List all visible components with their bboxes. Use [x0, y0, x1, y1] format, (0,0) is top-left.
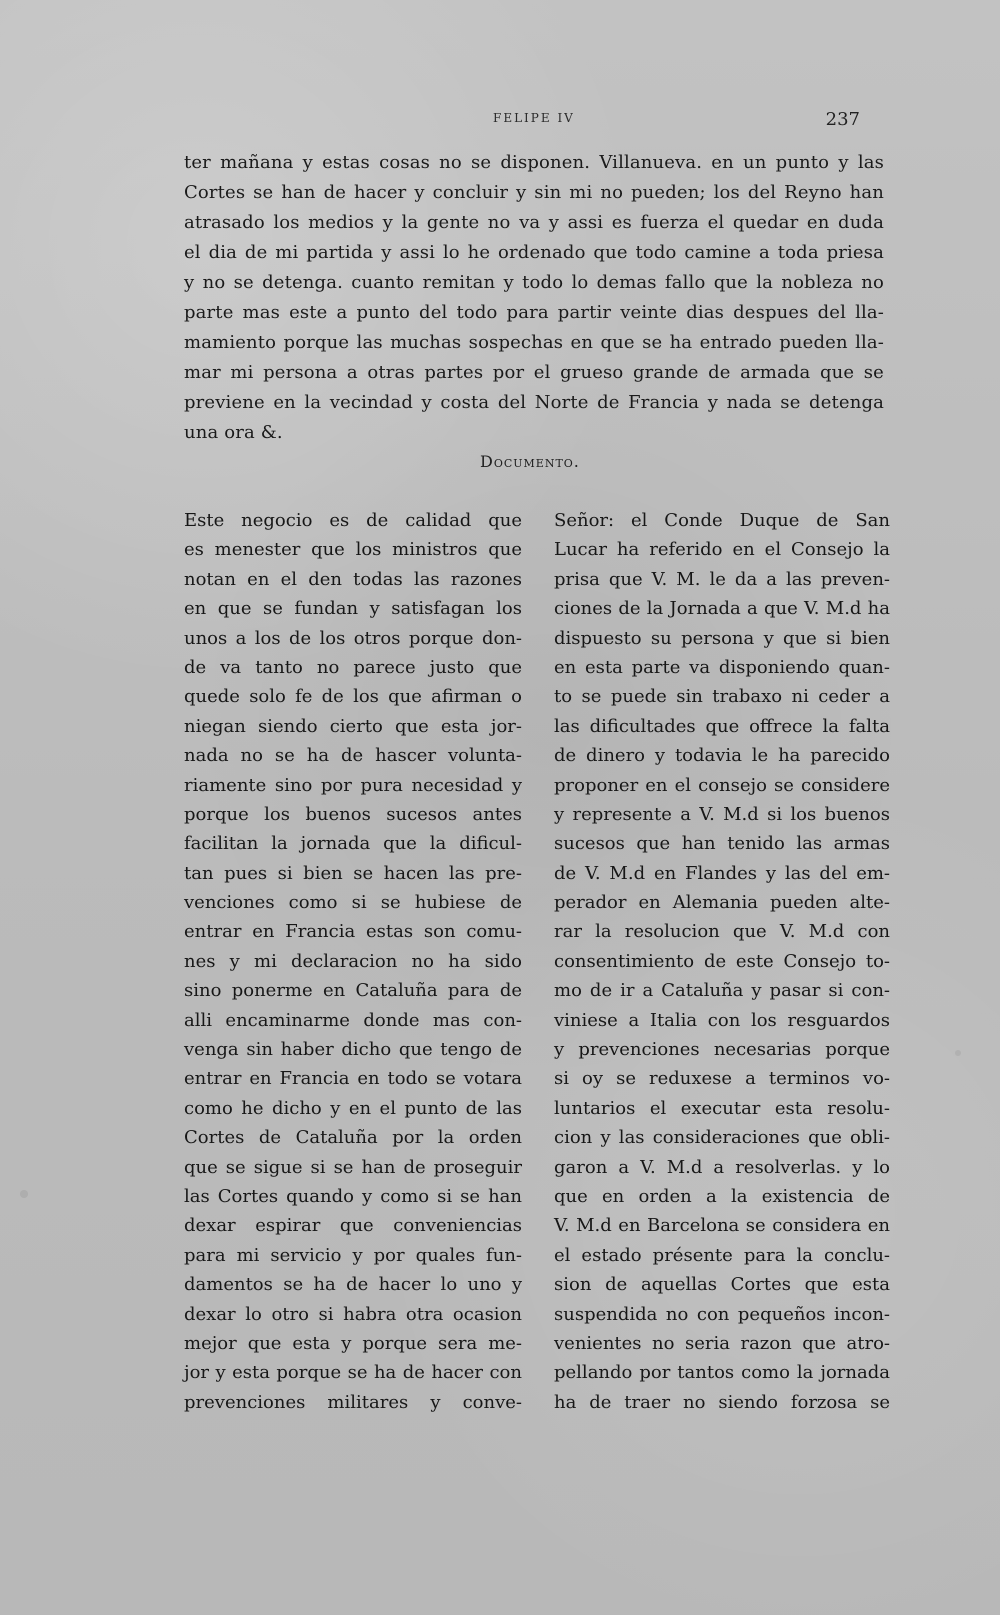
right-column-line: sucesos que han tenido las armas — [554, 833, 890, 855]
left-column-line: alli encaminarme donde mas con- — [184, 1009, 522, 1031]
left-column-line: para mi servicio y por quales fun- — [184, 1244, 522, 1266]
text-line: una ora &. — [184, 422, 283, 443]
left-column-line: dexar espirar que conveniencias — [184, 1215, 522, 1237]
left-column-line: que se sigue si se han de proseguir — [184, 1156, 522, 1178]
left-column-line: mejor que esta y porque sera me- — [184, 1332, 522, 1354]
left-column-line: Este negocio es de calidad que — [184, 510, 522, 531]
right-column-line: consentimiento de este Consejo to- — [554, 950, 890, 972]
left-column-line: de va tanto no parece justo que — [184, 656, 522, 678]
left-column-line: notan en el den todas las razones — [184, 568, 522, 590]
left-column-line: riamente sino por pura necesidad y — [184, 774, 522, 796]
left-column-line: en que se fundan y satisfagan los — [184, 598, 522, 620]
right-column-line: viniese a Italia con los resguardos — [554, 1009, 890, 1031]
right-column-line: sion de aquellas Cortes que esta — [554, 1274, 890, 1296]
right-column-line: pellando por tantos como la jornada — [554, 1362, 890, 1384]
right-column-line: suspendida no con pequeños incon- — [554, 1303, 890, 1325]
left-column-line: damentos se ha de hacer lo uno y — [184, 1274, 522, 1296]
page-header — [178, 111, 868, 141]
left-column-line: como he dicho y en el punto de las — [184, 1097, 522, 1119]
right-column-line: en esta parte va disponiendo quan- — [554, 656, 890, 678]
text-line: parte mas este a punto del todo para partir veinte dias despues del lla- — [184, 302, 884, 323]
text-line: previene en la vecindad y costa del Norte de Francia y nada se detenga — [184, 392, 884, 413]
left-column-line: nes y mi declaracion no ha sido — [184, 950, 522, 972]
text-line: atrasado los medios y la gente no va y assi es fuerza el quedar en duda — [184, 212, 884, 233]
right-column-line: Señor: el Conde Duque de San — [554, 510, 890, 531]
right-column-line: ciones de la Jornada a que V. M.d ha — [554, 598, 890, 620]
right-column-line: y prevenciones necesarias porque — [554, 1039, 890, 1061]
left-column-line: entrar en Francia estas son comu- — [184, 921, 522, 943]
left-column-line: nada no se ha de hascer volunta- — [184, 745, 522, 767]
right-column-line: dispuesto su persona y que si bien — [554, 627, 890, 649]
scan-mark — [955, 1050, 961, 1056]
right-column-line: Lucar ha referido en el Consejo la — [554, 539, 890, 561]
left-column-line: jor y esta porque se ha de hacer con — [184, 1362, 522, 1384]
document-title: Documento. — [480, 452, 580, 471]
left-column-line: prevenciones militares y conve- — [184, 1391, 522, 1413]
right-column-line: ha de traer no siendo forzosa se — [554, 1391, 890, 1413]
left-column-line: es menester que los ministros que — [184, 539, 522, 561]
right-column-line: cion y las consideraciones que obli- — [554, 1127, 890, 1149]
left-column-line: las Cortes quando y como si se han — [184, 1185, 522, 1207]
text-line: ter mañana y estas cosas no se disponen. Villanueva. en un punto y las — [184, 152, 884, 173]
right-column-line: proponer en el consejo se considere — [554, 774, 890, 796]
right-column-line: to se puede sin trabaxo ni ceder a — [554, 686, 890, 708]
left-column-line: entrar en Francia en todo se votara — [184, 1068, 522, 1090]
left-column-line: tan pues si bien se hacen las pre- — [184, 862, 522, 884]
right-column-line: de dinero y todavia le ha parecido — [554, 745, 890, 767]
right-column-line: de V. M.d en Flandes y las del em- — [554, 862, 890, 884]
right-column-line: luntarios el executar esta resolu- — [554, 1097, 890, 1119]
right-column-line: perador en Alemania pueden alte- — [554, 892, 890, 914]
right-column — [554, 506, 890, 1417]
text-line: y no se detenga. cuanto remitan y todo lo demas fallo que la nobleza no — [184, 272, 884, 293]
page-number: 237 — [825, 109, 860, 130]
left-column-line: niegan siendo cierto que esta jor- — [184, 715, 522, 737]
right-column-line: mo de ir a Cataluña y pasar si con- — [554, 980, 890, 1002]
left-column-line: unos a los de los otros porque don- — [184, 627, 522, 649]
left-column — [184, 506, 522, 1417]
right-column-line: V. M.d en Barcelona se considera en — [554, 1215, 890, 1237]
text-line: mar mi persona a otras partes por el grueso grande de armada que se — [184, 362, 884, 383]
text-line: Cortes se han de hacer y concluir y sin mi no pueden; los del Reyno han — [184, 182, 884, 203]
scan-mark — [20, 1190, 28, 1198]
right-column-line: si oy se reduxese a terminos vo- — [554, 1068, 890, 1090]
left-column-line: venga sin haber dicho que tengo de — [184, 1039, 522, 1061]
right-column-line: venientes no seria razon que atro- — [554, 1332, 890, 1354]
left-column-line: venciones como si se hubiese de — [184, 892, 522, 914]
text-line: mamiento porque las muchas sospechas en que se ha entrado pueden lla- — [184, 332, 884, 353]
right-column-line: prisa que V. M. le da a las preven- — [554, 568, 890, 590]
left-column-line: dexar lo otro si habra otra ocasion — [184, 1303, 522, 1325]
left-column-line: facilitan la jornada que la dificul- — [184, 833, 522, 855]
right-column-line: las dificultades que offrece la falta — [554, 715, 890, 737]
right-column-line: que en orden a la existencia de — [554, 1185, 890, 1207]
left-column-line: porque los buenos sucesos antes — [184, 803, 522, 825]
right-column-line: rar la resolucion que V. M.d con — [554, 921, 890, 943]
left-column-line: quede solo fe de los que afirman o — [184, 686, 522, 708]
right-column-line: el estado présente para la conclu- — [554, 1244, 890, 1266]
main-paragraph — [184, 148, 884, 448]
left-column-line: Cortes de Cataluña por la orden — [184, 1127, 522, 1149]
right-column-line: garon a V. M.d a resolverlas. y lo — [554, 1156, 890, 1178]
left-column-line: sino ponerme en Cataluña para de — [184, 980, 522, 1002]
running-title: FELIPE IV — [493, 111, 575, 125]
text-line: el dia de mi partida y assi lo he ordenado que todo camine a toda priesa — [184, 242, 884, 263]
right-column-line: y represente a V. M.d si los buenos — [554, 803, 890, 825]
